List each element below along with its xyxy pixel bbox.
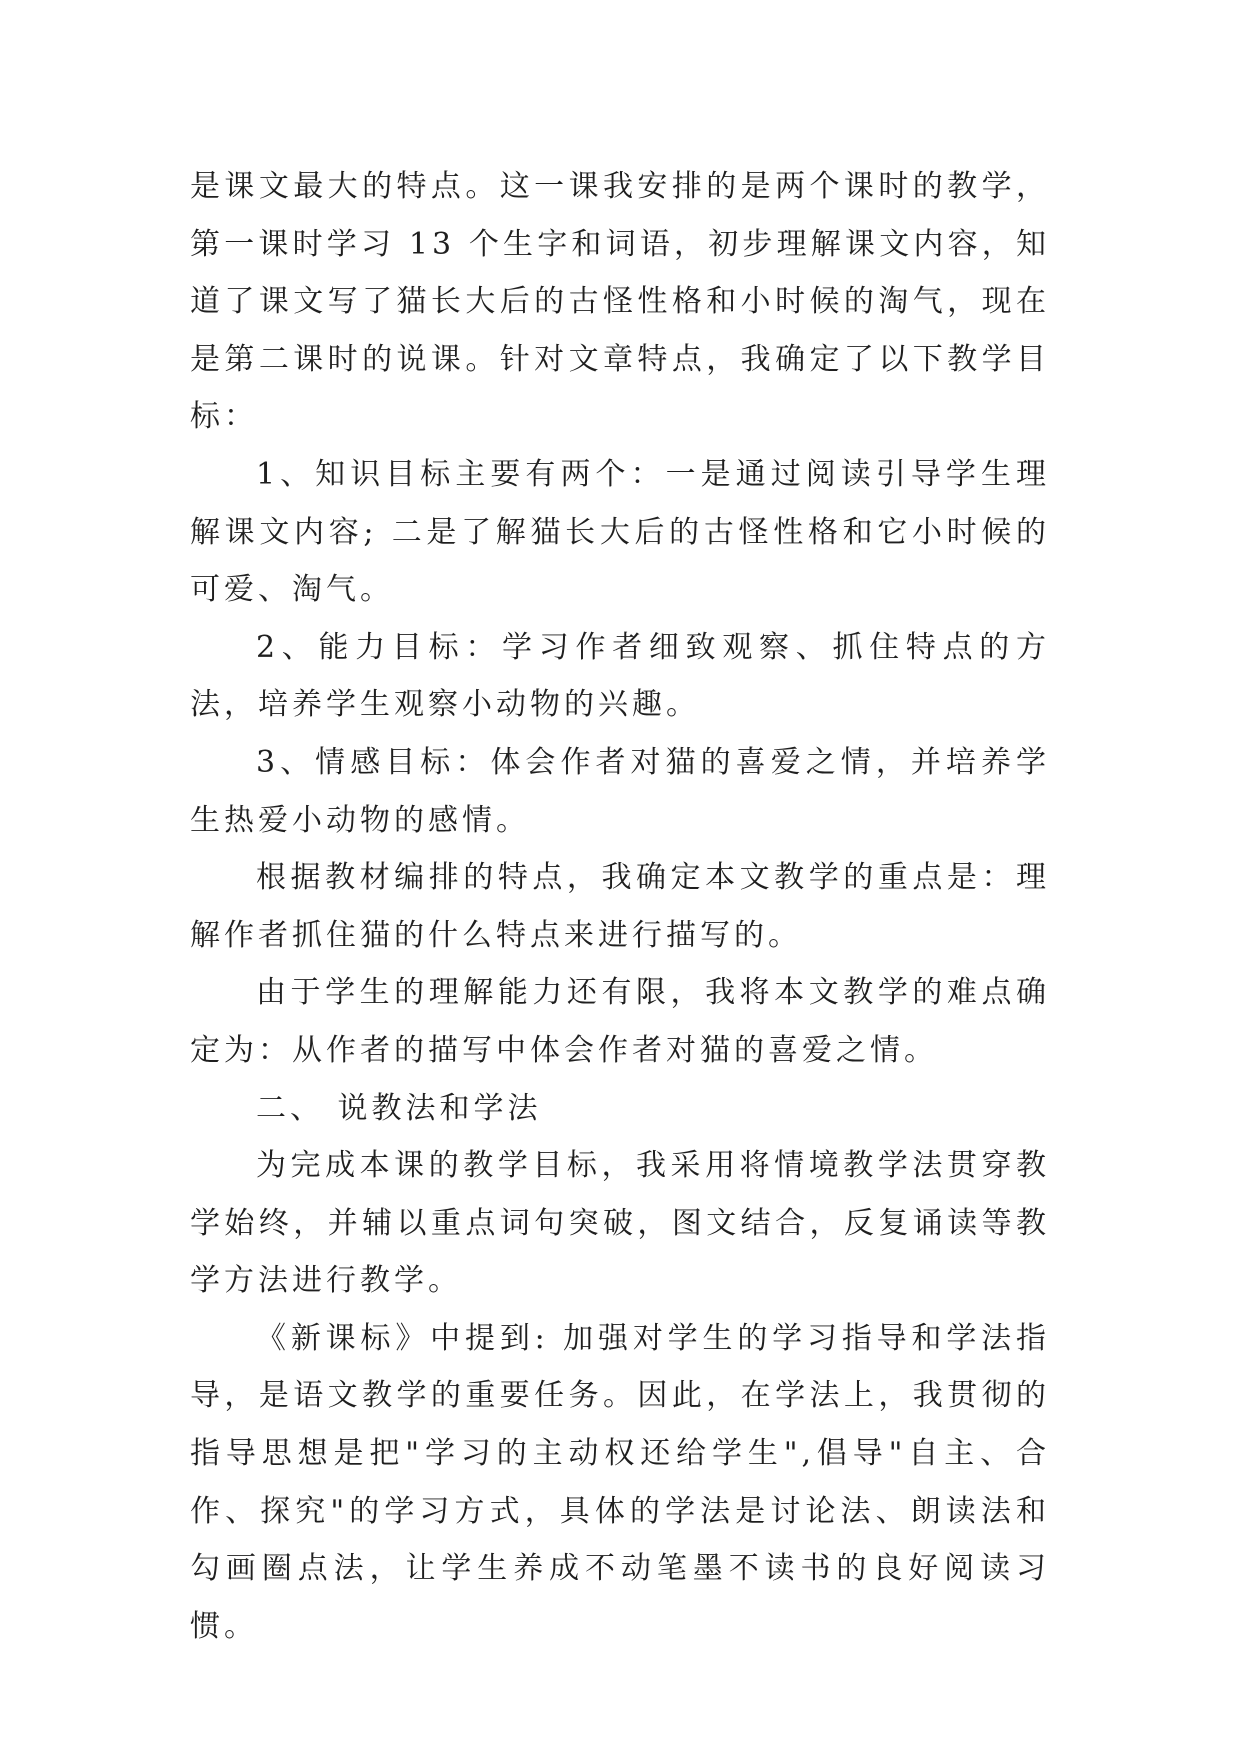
paragraph-teaching-methods: 为完成本课的教学目标，我采用将情境教学法贯穿教学始终，并辅以重点词句突破，图文结合，反复诵读等教学方法进行教学。 [190,1148,1050,1299]
paragraph-teaching-focus: 根据教材编排的特点，我确定本文教学的重点是：理解作者抓住猫的什么特点来进行描写的。 [190,860,1050,953]
section-heading-methods: 二、 说教法和学法 [256,1090,542,1126]
paragraph-knowledge-goal: 1、知识目标主要有两个：一是通过阅读引导学生理解课文内容; 二是了解猫长大后的古怪性格和它小时候的可爱、淘气。 [190,456,1050,608]
paragraph-teaching-difficulty: 由于学生的理解能力还有限，我将本文教学的难点确定为：从作者的描写中体会作者对猫的喜爱之情。 [190,975,1050,1068]
paragraph-intro-continued: 是课文最大的特点。这一课我安排的是两个课时的教学，第一课时学习 13 个生字和词语，初步理解课文内容，知道了课文写了猫长大后的古怪性格和小时候的淘气，现在是第二课时的说课。针对文章特点，我确定了以下教学目标： [190,169,1050,435]
paragraph-emotion-goal: 3、情感目标：体会作者对猫的喜爱之情，并培养学生热爱小动物的感情。 [190,744,1050,838]
paragraph-learning-methods: 《新课标》中提到: 加强对学生的学习指导和学法指导，是语文教学的重要任务。因此，在学法上，我贯彻的指导思想是把"学习的主动权还给学生",倡导"自主、合作、探究"的学习方式，具体的学法是讨论法、朗读法和勾画圈点法，让学生养成不动笔墨不读书的良好阅读习惯。 [190,1320,1050,1644]
document-body [190,158,1050,1655]
paragraph-ability-goal: 2、能力目标：学习作者细致观察、抓住特点的方法，培养学生观察小动物的兴趣。 [190,629,1050,723]
